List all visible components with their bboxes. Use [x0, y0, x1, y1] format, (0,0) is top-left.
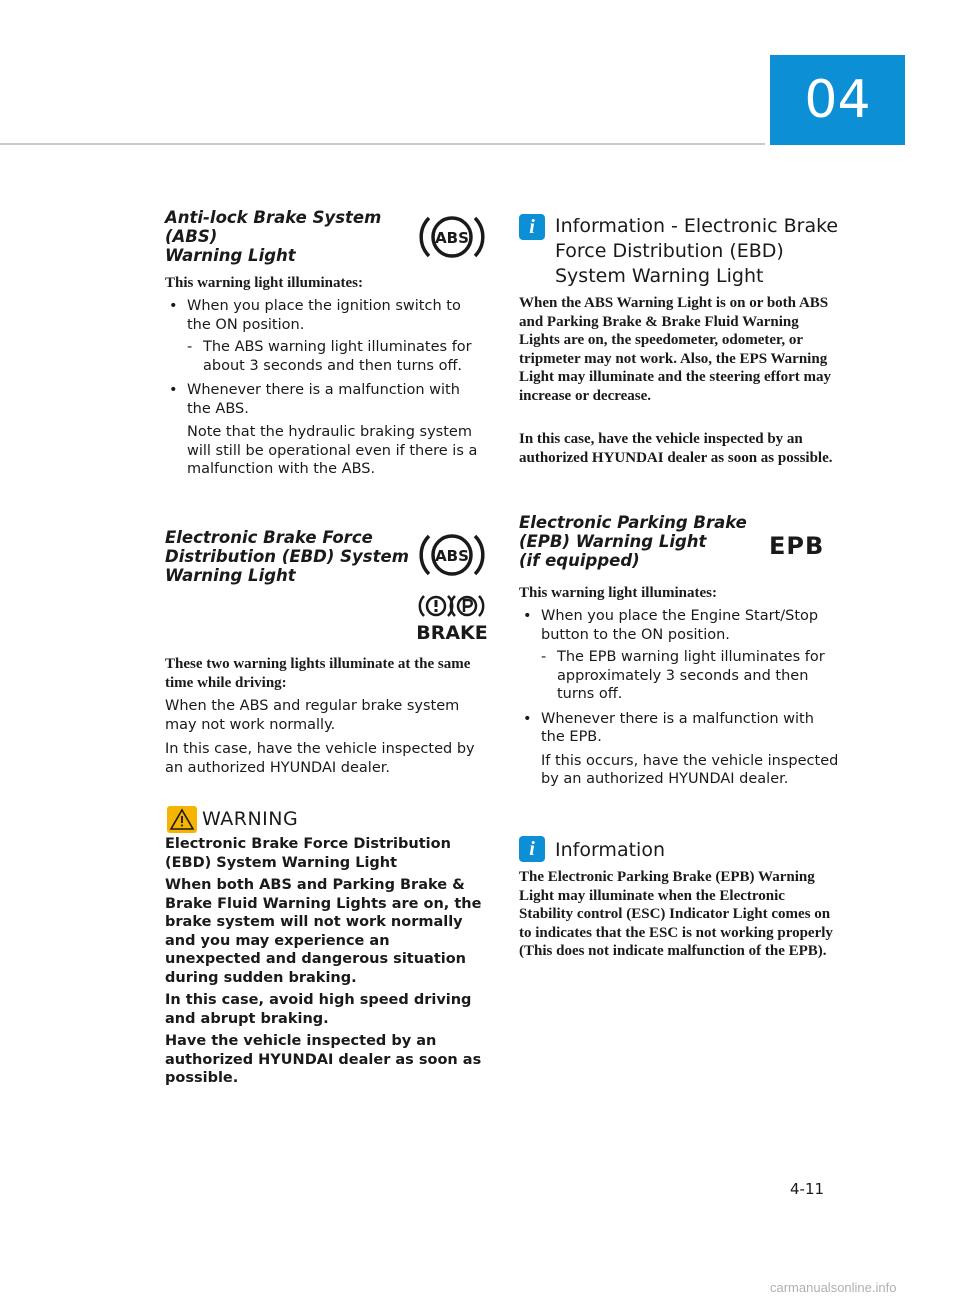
abs-dash-1: - The ABS warning light illuminates for about 3 seconds and then turns off. — [165, 338, 485, 375]
watermark: carmanualsonline.info — [770, 1280, 897, 1295]
brake-warning-icon — [416, 592, 488, 644]
brake-icon-text: BRAKE — [416, 622, 488, 644]
abs-list — [165, 297, 485, 479]
abs-heading — [165, 208, 420, 265]
epb-title-line3: (if equipped) — [519, 551, 640, 570]
info-ebd-heading — [555, 214, 845, 289]
abs-icon-text: ABS — [435, 229, 469, 247]
epb-heading — [519, 513, 749, 570]
ebd-abs-icon — [420, 528, 484, 582]
epb-dash-1: - The EPB warning light illuminates for approximately 3 seconds and then turns off. — [519, 648, 841, 704]
info-icon: i — [519, 214, 545, 240]
epb-list — [519, 607, 841, 789]
info-epb-paragraph-1: The Electronic Parking Brake (EPB) Warning Light may illuminate when the Electronic Stability control (ESC) Indicator Light comes on to indicates that the ESC is not working properly (This does not indicate malfunction of the EPB). — [519, 869, 833, 959]
ebd-abs-icon-text: ABS — [435, 547, 469, 565]
warning-subtitle: Electronic Brake Force Distribution (EBD) System Warning Light — [165, 836, 451, 871]
info-ebd-title-line2: Force Distribution (EBD) — [555, 240, 784, 262]
info-ebd-title-line1: Information - Electronic Brake — [555, 215, 839, 237]
epb-lead: This warning light illuminates: — [519, 585, 717, 601]
ebd-heading — [165, 528, 415, 585]
warning-paragraph-1: When both ABS and Parking Brake & Brake Fluid Warning Lights are on, the brake system will not work normally and you may experience an unexpected and dangerous situation during sudden braking. — [165, 877, 482, 986]
chapter-tab — [770, 55, 905, 145]
abs-bullet-2: • Whenever there is a malfunction with the ABS. — [165, 381, 485, 418]
abs-bullet-1: • When you place the ignition switch to the ON position. — [165, 297, 485, 334]
warning-triangle-icon — [167, 806, 197, 833]
info-ebd-paragraph-1: When the ABS Warning Light is on or both ABS and Parking Brake & Brake Fluid Warning Lights are on, the speedometer, odometer, or tripmeter may not work. Also, the EPS Warning Light may illuminate and the steering effort may increase or decrease. — [519, 295, 832, 404]
page-number: 4-11 — [790, 1180, 825, 1198]
abs-lead: This warning light illuminates: — [165, 275, 363, 291]
ebd-title-line1: Electronic Brake Force — [165, 528, 373, 547]
parking-circle-icon — [451, 596, 483, 616]
warning-body — [165, 835, 485, 1088]
epb-bullet-2: • Whenever there is a malfunction with the EPB. — [519, 710, 841, 747]
epb-icon: EPB — [769, 532, 825, 560]
info-icon: i — [519, 836, 545, 862]
epb-bullet-1: • When you place the Engine Start/Stop button to the ON position. — [519, 607, 841, 644]
warning-title: WARNING — [202, 808, 299, 830]
exclamation-circle-icon — [420, 596, 452, 616]
ebd-paragraph-1: When the ABS and regular brake system may not work normally. — [165, 698, 460, 733]
abs-title-line2: Warning Light — [165, 246, 296, 265]
epb-note: If this occurs, have the vehicle inspected by an authorized HYUNDAI dealer. — [541, 752, 839, 787]
warning-paragraph-2: In this case, avoid high speed driving and abrupt braking. — [165, 992, 472, 1027]
epb-title-line2: (EPB) Warning Light — [519, 532, 707, 551]
header-rule — [0, 143, 765, 145]
ebd-lead: These two warning lights illuminate at the same time while driving: — [165, 656, 471, 691]
warning-paragraph-3: Have the vehicle inspected by an authorized HYUNDAI dealer as soon as possible. — [165, 1033, 482, 1086]
abs-warning-icon — [420, 210, 484, 264]
chapter-number: 04 — [804, 70, 871, 130]
epb-title-line1: Electronic Parking Brake — [519, 513, 747, 532]
ebd-title-line2: Distribution (EBD) System — [165, 547, 409, 566]
abs-title-line1: Anti-lock Brake System (ABS) — [165, 208, 382, 246]
abs-note: Note that the hydraulic braking system will still be operational even if there is a malfunction with the ABS. — [187, 424, 478, 477]
ebd-paragraph-2: In this case, have the vehicle inspected by an authorized HYUNDAI dealer. — [165, 741, 475, 776]
ebd-title-line3: Warning Light — [165, 566, 296, 585]
info-epb-title: Information — [555, 839, 665, 861]
info-ebd-title-line3: System Warning Light — [555, 265, 764, 287]
info-ebd-paragraph-2: In this case, have the vehicle inspected by an authorized HYUNDAI dealer as soon as possible. — [519, 431, 833, 466]
